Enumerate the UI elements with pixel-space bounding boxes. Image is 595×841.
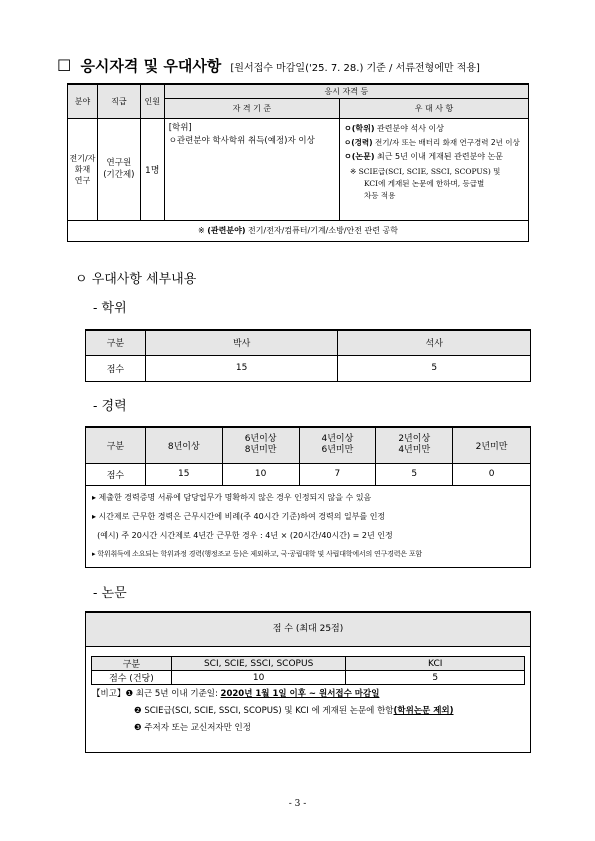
header-count: 인원 (140, 84, 164, 118)
career-title: - 경력 (93, 399, 127, 414)
page-number: - 3 - (288, 799, 307, 809)
section-title: 응시자격 및 우대사항 (80, 57, 222, 75)
paper-title: - 논문 (93, 586, 127, 601)
degree-header-master: 석사 (338, 330, 531, 355)
paper-score-title: 점 수 (최대 25점) (86, 613, 530, 647)
career-header-4to6: 4년이상 6년미만 (299, 427, 376, 463)
career-score: 7 (299, 463, 376, 485)
degree-score-master: 5 (338, 355, 531, 381)
header-qualification-group: 응시 자격 등 (164, 84, 528, 98)
career-note: ▸ 시간제로 근무한 경력은 근무시간에 비례(주 40시간 기준)하여 경력의 일부를 인정 (92, 511, 386, 521)
detail-heading: ㅇ 우대사항 세부내용 (75, 272, 197, 287)
paper-score-kci: 5 (346, 671, 525, 685)
header-preference: 우 대 사 항 (339, 98, 528, 118)
paper-score-sci: 10 (171, 671, 346, 685)
paper-header-kci: KCI (346, 657, 525, 671)
career-header-2to4: 2년이상 4년미만 (376, 427, 453, 463)
related-field-note: ※ (관련분야) 전기/전자/컴퓨터/기계/소방/안전 관련 공학 (68, 220, 529, 241)
career-score: 15 (145, 463, 222, 485)
paper-remarks (86, 686, 530, 737)
career-score: 5 (376, 463, 453, 485)
paper-header-sci: SCI, SCIE, SSCI, SCOPUS (171, 657, 346, 671)
position-cell: 연구원 (기간제) (97, 118, 140, 220)
degree-score-phd: 15 (145, 355, 338, 381)
header-criteria: 자 격 기 준 (164, 98, 339, 118)
degree-title: - 학위 (93, 301, 127, 316)
degree-col-label: 구분 (86, 330, 146, 355)
preference-cell (339, 118, 528, 220)
preference-item: ㅇ(경력) 전기/자 또는 배터리 화재 연구경력 2년 이상 (343, 137, 520, 147)
career-header-6to8: 6년이상 8년미만 (222, 427, 299, 463)
career-row-label: 점수 (86, 463, 146, 485)
field-cell: 전기/자 화재 연구 (68, 118, 98, 220)
section-heading (57, 55, 557, 75)
paper-table (91, 656, 525, 685)
header-field: 분야 (68, 84, 98, 118)
preference-item: ㅇ(논문) 최근 5년 이내 게재된 관련분야 논문 (343, 151, 504, 161)
criteria-item: ㅇ관련분야 학사학위 취득(예정)자 이상 (168, 135, 315, 146)
preference-note: ※ SCIE급(SCI, SCIE, SSCI, SCOPUS) 및 KCI에 게재된 논문에 한하며, 등급별 차등 적용 (349, 166, 501, 200)
paper-remark: ❸ 주저자 또는 교신저자만 인정 (134, 723, 251, 733)
criteria-heading: [학위] (168, 122, 192, 133)
career-note: ▸ 제출한 경력증명 서류에 담당업무가 명확하지 않은 경우 인정되지 않을 수 있음 (92, 492, 372, 502)
paper-remark: 【비고】❶ 최근 5년 이내 기준일: 2020년 1월 1일 이후 ~ 원서접수 마감일 (92, 689, 380, 699)
career-note: ▸ 학위취득에 소요되는 학위과정 경력(행정조교 등)은 제외하고, 국·공립대학 및 사립대학에서의 연구경력은 포함 (92, 549, 422, 558)
career-note: (예시) 주 20시간 시간제로 4년간 근무한 경우 : 4년 × (20시간/40시간) = 2년 인정 (92, 530, 393, 540)
paper-box (85, 611, 531, 753)
degree-header-phd: 박사 (145, 330, 338, 355)
career-table (85, 426, 531, 568)
career-header-8plus: 8년이상 (145, 427, 222, 463)
career-header-under2: 2년미만 (453, 427, 531, 463)
header-position: 직급 (97, 84, 140, 118)
degree-table (85, 329, 531, 382)
section-subtitle: [원서접수 마감일('25. 7. 28.) 기준 / 서류전형에만 적용] (230, 63, 480, 74)
career-score: 0 (453, 463, 531, 485)
paper-row-label: 점수 (건당) (92, 671, 172, 685)
career-notes (86, 485, 531, 567)
paper-col-label: 구분 (92, 657, 172, 671)
degree-row-label: 점수 (86, 355, 146, 381)
preference-item: ㅇ(학위) 관련분야 석사 이상 (343, 123, 444, 133)
criteria-cell (164, 118, 339, 220)
paper-remark: ❷ SCIE급(SCI, SCIE, SSCI, SCOPUS) 및 KCI 에 게재된 논문에 한함(학위논문 제외) (134, 706, 454, 716)
qualification-table (67, 83, 529, 242)
career-col-label: 구분 (86, 427, 146, 463)
career-score: 10 (222, 463, 299, 485)
count-cell: 1명 (140, 118, 164, 220)
checkbox-icon: ☐ (57, 56, 72, 75)
